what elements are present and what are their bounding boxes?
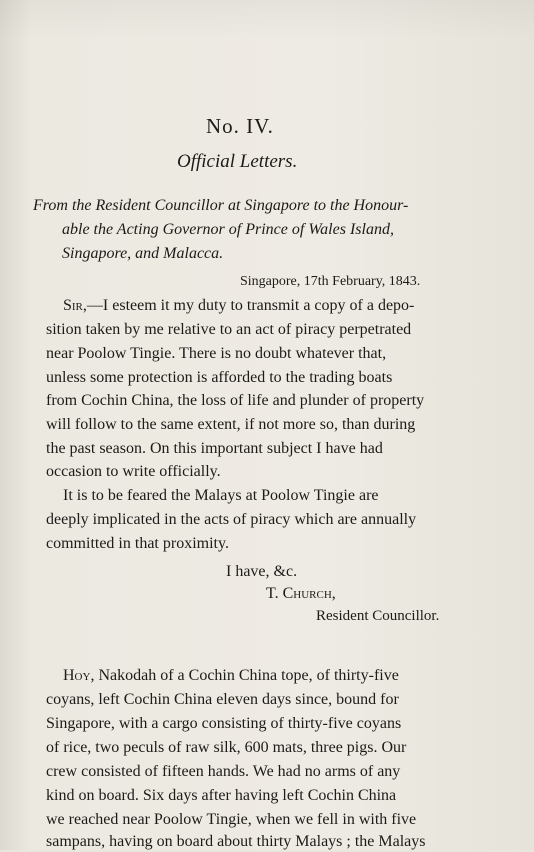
deposition-line: coyans, left Cochin China eleven days since, bound for bbox=[46, 691, 399, 708]
letter-first-line bbox=[63, 296, 414, 316]
intro-line: From the Resident Councillor at Singapore to the Honour- bbox=[33, 197, 409, 214]
signatory-name: T. Church, bbox=[266, 585, 336, 602]
salutation: Sir, bbox=[63, 297, 87, 314]
document-heading: No. IV. bbox=[206, 114, 274, 138]
section-subheading: Official Letters. bbox=[177, 151, 298, 172]
dateline: Singapore, 17th February, 1843. bbox=[240, 274, 421, 289]
deposition-first-line bbox=[63, 666, 399, 686]
closing: I have, &c. bbox=[226, 563, 298, 580]
letter-line: occasion to write officially. bbox=[46, 463, 221, 480]
signatory-title: Resident Councillor. bbox=[316, 608, 440, 624]
deposition-line: of rice, two peculs of raw silk, 600 mats, three pigs. Our bbox=[46, 739, 407, 756]
letter-line: —I esteem it my duty to transmit a copy of a depo- bbox=[86, 297, 415, 314]
letter-line: will follow to the same extent, if not more so, than during bbox=[46, 416, 416, 433]
deposition-line: we reached near Poolow Tingie, when we fell in with five bbox=[46, 811, 417, 828]
deposition-line: crew consisted of fifteen hands. We had no arms of any bbox=[46, 763, 401, 780]
letter-line: deeply implicated in the acts of piracy which are annually bbox=[46, 511, 417, 528]
letter-line: from Cochin China, the loss of life and plunder of property bbox=[46, 392, 425, 409]
letter-line: committed in that proximity. bbox=[46, 535, 229, 552]
letter-line: the past season. On this important subject I have had bbox=[46, 440, 383, 457]
deposition-line: Singapore, with a cargo consisting of thirty-five coyans bbox=[46, 715, 402, 732]
letter-line: unless some protection is afforded to the trading boats bbox=[46, 369, 393, 386]
letter-line: sition taken by me relative to an act of piracy perpetrated bbox=[46, 321, 412, 338]
deposition-line-rest: , Nakodah of a Cochin China tope, of thirty-five bbox=[90, 667, 399, 684]
letter-line: It is to be feared the Malays at Poolow Tingie are bbox=[63, 487, 379, 504]
deposition-line: kind on board. Six days after having left Cochin China bbox=[46, 787, 397, 804]
intro-line: able the Acting Governor of Prince of Wales Island, bbox=[62, 221, 394, 238]
deposition-name: Hoy bbox=[63, 667, 91, 684]
letter-line: near Poolow Tingie. There is no doubt whatever that, bbox=[46, 345, 387, 362]
intro-line: Singapore, and Malacca. bbox=[62, 245, 224, 262]
page-shadow bbox=[0, 0, 534, 40]
deposition-line: sampans, having on board about thirty Malays ; the Malays bbox=[46, 833, 426, 850]
